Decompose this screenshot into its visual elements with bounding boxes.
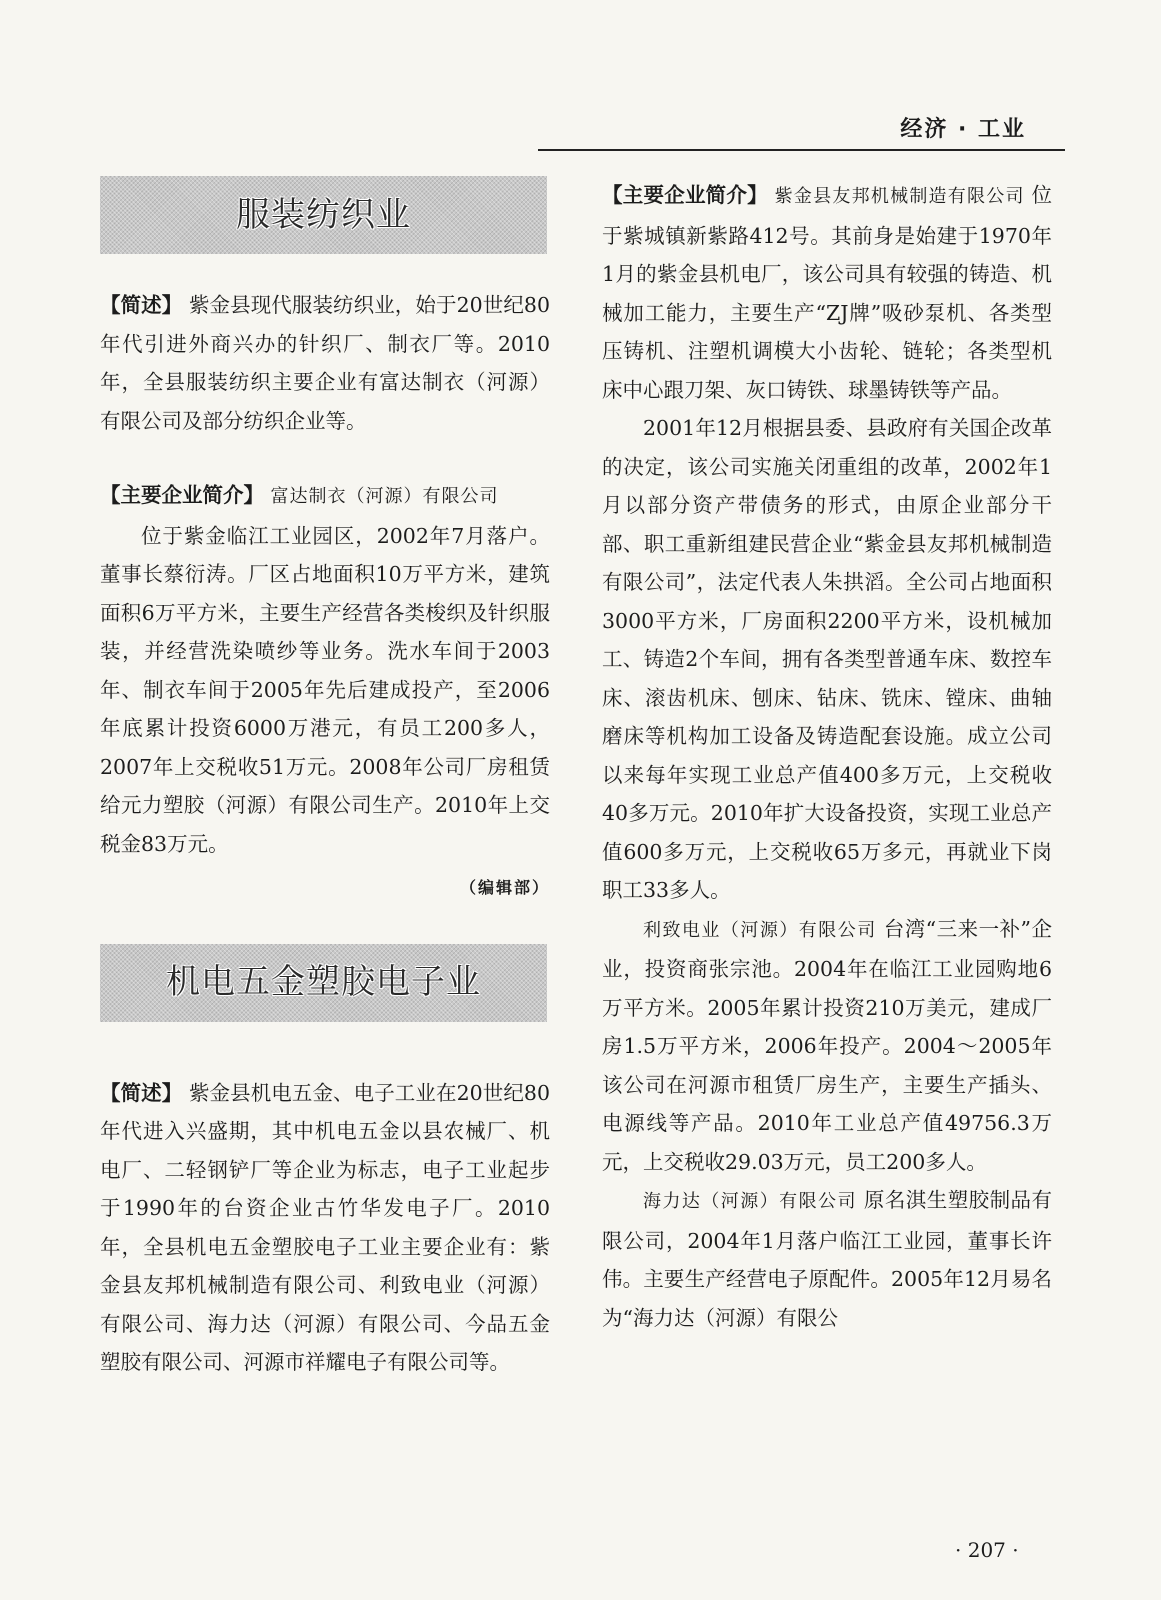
summary-paragraph <box>100 286 550 440</box>
summary-text: 紫金县机电五金、电子工业在20世纪80年代进入兴盛期，其中机电五金以县农械厂、机电厂、二轻钢铲厂等企业为标志，电子工业起步于1990年的台资企业古竹华发电子厂。2010年，全县机电五金塑胶电子工业主要企业有：紫金县友邦机械制造有限公司、利致电业（河源）有限公司、海力达（河源）有限公司、今品五金塑胶有限公司、河源市祥耀电子有限公司等。 <box>100 1080 550 1374</box>
header-rule <box>538 149 1065 151</box>
section-title-banner <box>100 176 547 254</box>
enterprise-heading <box>100 476 550 517</box>
left-column <box>100 176 550 1382</box>
enterprise-paragraph: 位于紫金临江工业园区，2002年7月落户。董事长蔡衍涛。厂区占地面积10万平方米，建筑面积6万平方米，主要生产经营各类梭织及针织服装，并经营洗染喷纱等业务。洗水车间于2003年、制衣车间于2005年先后建成投产，至2006年底累计投资6000万港元，有员工200多人，2007年上交税收51万元。2008年公司厂房租赁给元力塑胶（河源）有限公司生产。2010年上交税金83万元。 <box>100 523 550 856</box>
company-text: 原名淇生塑胶制品有限公司，2004年1月落户临江工业园，董事长许伟。主要生产经营电子原配件。2005年12月易名为“海力达（河源）有限公 <box>602 1188 1052 1330</box>
section-title: 机电五金塑胶电子业 <box>166 962 481 1003</box>
enterprise-label: 【主要企业简介】 <box>100 483 264 507</box>
page-number: · 207 · <box>955 1538 1019 1562</box>
byline: （编辑部） <box>459 878 550 897</box>
company-text: 台湾“三来一补”企业，投资商张宗池。2004年在临江工业园购地6万平方米。2005年累计投资210万美元，建成厂房1.5万平方米，2006年投产。2004～2005年该公司在河源市租赁厂房生产，主要生产插头、电源线等产品。2010年工业总产值49756.3万元，上交税收29.03万元，员工200多人。 <box>602 916 1052 1174</box>
company-name: 富达制衣（河源）有限公司 <box>270 486 499 507</box>
enterprise-paragraph <box>602 176 1052 409</box>
section-title: 服装纺织业 <box>236 194 411 235</box>
enterprise-label: 【主要企业简介】 <box>602 183 768 207</box>
company-paragraph <box>602 1181 1052 1337</box>
summary-text: 紫金县现代服装纺织业，始于20世纪80年代引进外商兴办的针织厂、制衣厂等。2010年，全县服装纺织主要企业有富达制衣（河源）有限公司及部分纺织企业等。 <box>100 293 550 433</box>
company-name: 海力达（河源）有限公司 <box>643 1191 857 1212</box>
summary-label: 【简述】 <box>100 1080 183 1105</box>
company-paragraph: 2001年12月根据县委、县政府有关国企改革的决定，该公司实施关闭重组的改革，2002年1月以部分资产带债务的形式，由原企业部分干部、职工重新组建民营企业“紫金县友邦机械制造有限公司”，法定代表人朱拱滔。全公司占地面积3000平方米，厂房面积2200平方米，设机械加工、铸造2个车间，拥有各类型普通车床、数控车床、滚齿机床、刨床、钻床、铣床、镗床、曲轴磨床等机构加工设备及铸造配套设施。成立公司以来每年实现工业总产值400多万元，上交税收40多万元。2010年扩大设备投资，实现工业总产值600多万元，上交税收65万多元，再就业下岗职工33多人。 <box>602 416 1052 902</box>
summary-paragraph <box>100 1074 550 1382</box>
company-text: 位于紫城镇新紫路412号。其前身是始建于1970年1月的紫金县机电厂，该公司具有较强的铸造、机械加工能力，主要生产“ZJ牌”吸砂泵机、各类型压铸机、注塑机调模大小齿轮、链轮；各类型机床中心跟刀架、灰口铸铁、球墨铸铁等产品。 <box>602 183 1053 402</box>
company-name: 紫金县友邦机械制造有限公司 <box>774 186 1025 207</box>
section-title-banner <box>100 944 547 1022</box>
company-name: 利致电业（河源）有限公司 <box>643 919 877 941</box>
running-head: 经济 · 工业 <box>900 117 1026 142</box>
summary-label: 【简述】 <box>100 293 183 317</box>
company-paragraph <box>602 910 1052 1182</box>
right-column <box>602 176 1052 1337</box>
